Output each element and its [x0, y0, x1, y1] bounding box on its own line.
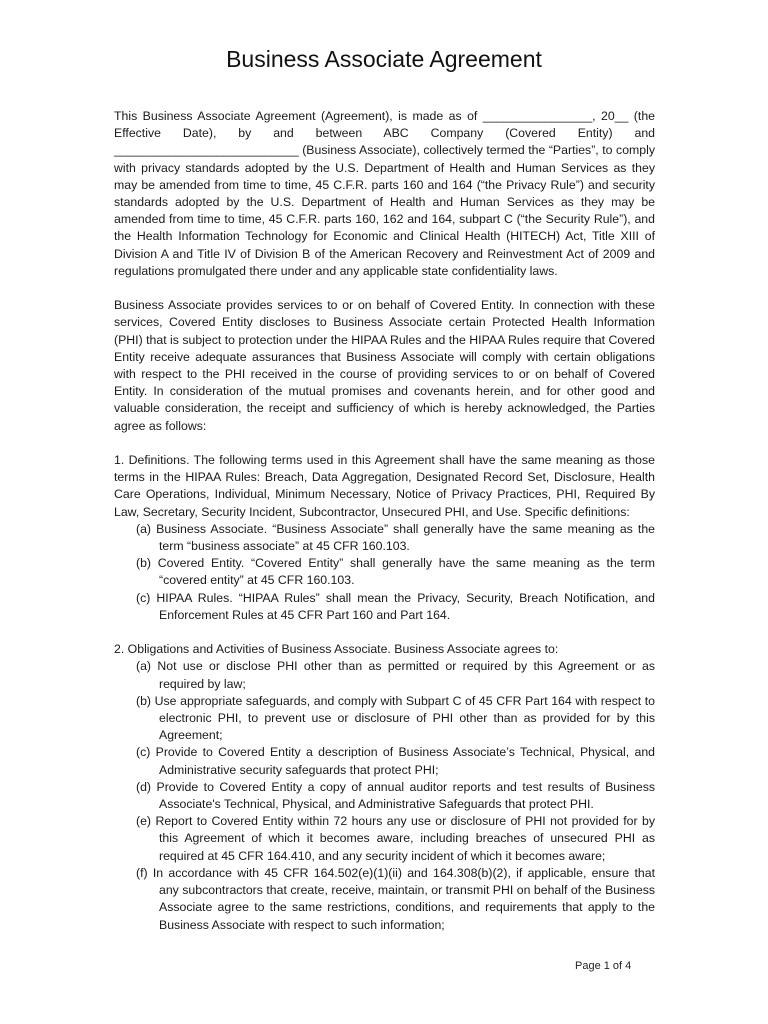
paragraph-spacer	[114, 435, 655, 452]
recitals-paragraph: Business Associate provides services to or on behalf of Covered Entity. In connection with these services, Covered Entity discloses to Business Associate certain Protected Health Information (PHI) that is subject to protection under the HIPAA Rules and the HIPAA Rules require that Covered Entity receive adequate assurances that Business Associate will comply with certain obligations with respect to the PHI received in the course of providing services to or on behalf of Covered Entity. In consideration of the mutual promises and covenants herein, and for other good and valuable consideration, the receipt and sufficiency of which is hereby acknowledged, the Parties agree as follows:	[114, 298, 655, 433]
section-obligations	[114, 641, 655, 933]
page-title: Business Associate Agreement	[226, 46, 542, 72]
list-item: (f) In accordance with 45 CFR 164.502(e)(1)(ii) and 164.308(b)(2), if applicable, ensure that any subcontractors that create, receive, maintain, or transmit PHI on behalf of the Business Associate agree to the same restrictions, conditions, and requirements that apply to the Business Associate with respect to such information;	[136, 865, 655, 932]
list-item: (b) Use appropriate safeguards, and comply with Subpart C of 45 CFR Part 164 with respect to electronic PHI, to prevent use or disclosure of PHI other than as provided for by this Agreement;	[136, 693, 655, 743]
list-item: (d) Provide to Covered Entity a copy of annual auditor reports and test results of Business Associate's Technical, Physical, and Administrative Safeguards that protect PHI.	[136, 779, 655, 812]
section-definitions	[114, 452, 655, 624]
list-item: (a) Not use or disclose PHI other than as permitted or required by this Agreement or as required by law;	[136, 659, 655, 691]
paragraph-spacer	[114, 624, 655, 641]
list-item: (c) Provide to Covered Entity a description of Business Associate’s Technical, Physical, and Administrative security safeguards that protect PHI;	[136, 745, 655, 777]
document-body	[114, 108, 655, 934]
list-item: (c) HIPAA Rules. “HIPAA Rules” shall mean the Privacy, Security, Breach Notification, and Enforcement Rules at 45 CFR Part 160 and Part 164.	[136, 590, 655, 622]
section-heading-obligations: 2. Obligations and Activities of Business Associate. Business Associate agrees to:	[114, 642, 559, 657]
paragraph-spacer	[114, 280, 655, 297]
list-item: (b) Covered Entity. “Covered Entity” shall generally have the same meaning as the term “covered entity” at 45 CFR 160.103.	[136, 556, 655, 588]
list-item: (a) Business Associate. “Business Associate” shall generally have the same meaning as the term “business associate” at 45 CFR 160.103.	[136, 521, 655, 554]
section-heading-definitions: 1. Definitions. The following terms used in this Agreement shall have the same meaning as those terms in the HIPAA Rules: Breach, Data Aggregation, Designated Record Set, Disclosure, Health Care Operations, Individual, Minimum Necessary, Notice of Privacy Practices, PHI, Required By Law, Secretary, Security Incident, Subcontractor, Unsecured PHI, and Use. Specific definitions:	[114, 453, 655, 519]
intro-paragraph: This Business Associate Agreement (Agreement), is made as of ________________, 20__ (the Effective Date), by and between ABC Company (Covered Entity) and ___________________________ (Business Associate), collectively termed the “Parties”, to comply with privacy standards adopted by the U.S. Department of Health and Human Services as they may be amended from time to time, 45 C.F.R. parts 160 and 164 (“the Privacy Rule”) and security standards adopted by the U.S. Department of Health and Human Services as they may be amended from time to time, 45 C.F.R. parts 160, 162 and 164, subpart C (“the Security Rule”), and the Health Information Technology for Economic and Clinical Health (HITECH) Act, Title XIII of Division A and Title IV of Division B of the American Recovery and Reinvestment Act of 2009 and regulations promulgated there under and any applicable state confidentiality laws.	[114, 109, 655, 278]
list-item: (e) Report to Covered Entity within 72 hours any use or disclosure of PHI not provided for by this Agreement of which it becomes aware, including breaches of unsecured PHI as required at 45 CFR 164.410, and any security incident of which it becomes aware;	[136, 814, 655, 863]
page-number: Page 1 of 4	[575, 960, 632, 972]
